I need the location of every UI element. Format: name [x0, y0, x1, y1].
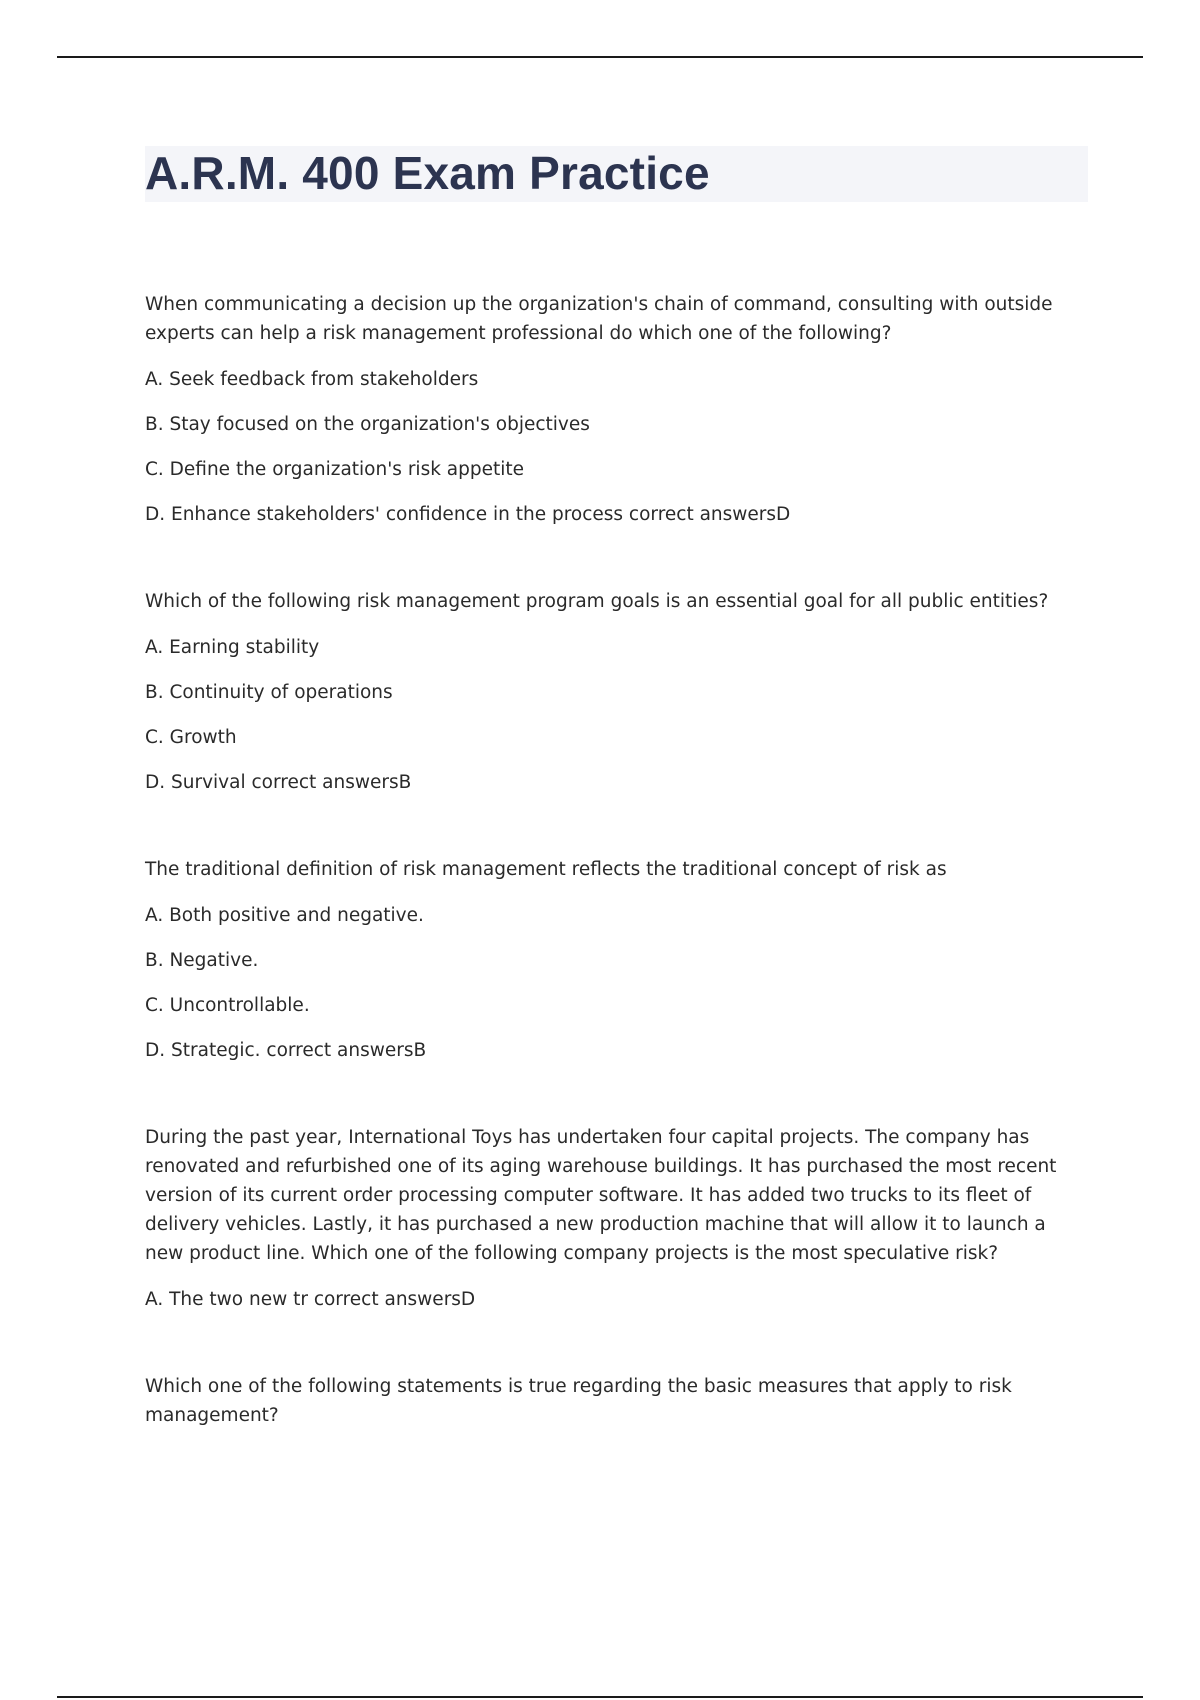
question-5: [145, 1372, 1085, 1430]
option-a: A. Seek feedback from stakeholders: [145, 369, 479, 390]
question-1: [145, 290, 1085, 529]
question-text: When communicating a decision up the organization's chain of command, consulting with outside experts can help a risk management professional do which one of the following?: [145, 294, 1053, 344]
option-c: C. Uncontrollable.: [145, 995, 310, 1016]
option-d: D. Strategic. correct answersB: [145, 1040, 427, 1061]
option-d: D. Survival correct answersB: [145, 772, 412, 793]
question-text: Which of the following risk management program goals is an essential goal for all public entities?: [145, 591, 1049, 612]
option-b: B. Stay focused on the organization's objectives: [145, 414, 590, 435]
option-d: D. Enhance stakeholders' confidence in the process correct answersD: [145, 504, 791, 525]
page-title: A.R.M. 400 Exam Practice: [145, 147, 710, 199]
option-c: C. Growth: [145, 727, 237, 748]
question-text: Which one of the following statements is true regarding the basic measures that apply to risk management?: [145, 1376, 1012, 1426]
option-c: C. Define the organization's risk appetite: [145, 459, 525, 480]
option-a: A. Both positive and negative.: [145, 905, 424, 926]
option-b: B. Negative.: [145, 950, 259, 971]
document-body: [145, 290, 1085, 1488]
question-3: [145, 855, 1085, 1065]
top-rule: [57, 56, 1143, 58]
option-a: A. The two new tr correct answersD: [145, 1289, 476, 1310]
question-4: [145, 1123, 1085, 1314]
question-text: The traditional definition of risk management reflects the traditional concept of risk as: [145, 859, 947, 880]
question-2: [145, 587, 1085, 797]
option-b: B. Continuity of operations: [145, 682, 393, 703]
question-text: During the past year, International Toys has undertaken four capital projects. The company has renovated and refurbished one of its aging warehouse buildings. It has purchased the most recent version of its current order processing computer software. It has added two trucks to its fleet of delivery vehicles. Lastly, it has purchased a new production machine that will allow it to launch a new product line. Which one of the following company projects is the most speculative risk?: [145, 1127, 1057, 1264]
bottom-rule: [57, 1696, 1143, 1698]
option-a: A. Earning stability: [145, 637, 320, 658]
